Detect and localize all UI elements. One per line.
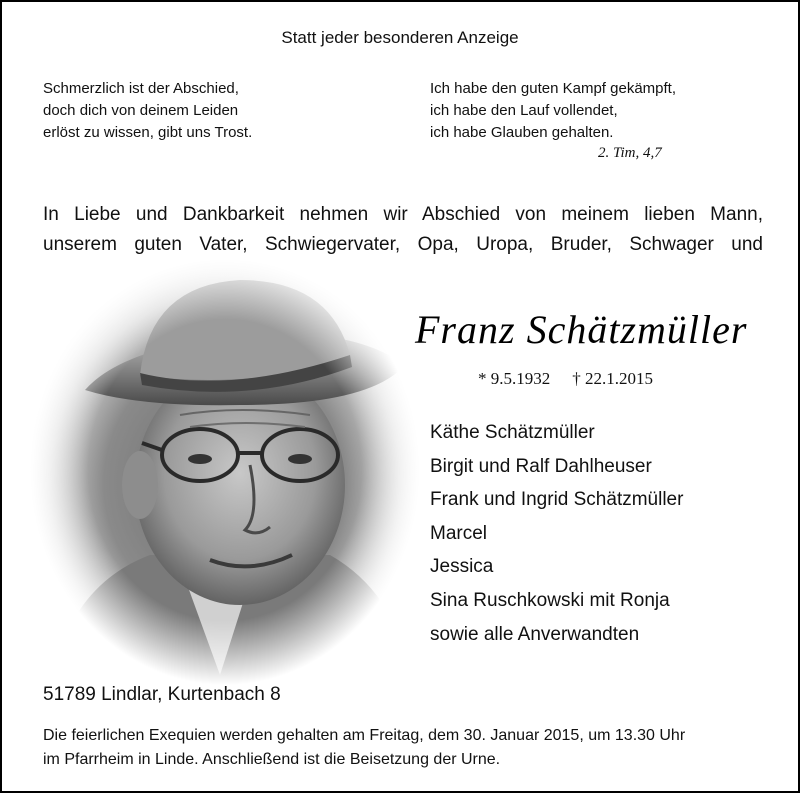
family-address: 51789 Lindlar, Kurtenbach 8 [43, 684, 281, 705]
mourner-entry: Marcel [430, 522, 488, 544]
birth-date: * 9.5.1932 [478, 369, 551, 388]
mourner-entry: Jessica [430, 556, 494, 578]
poem-left [43, 78, 252, 144]
poem-right-line: Ich habe den guten Kampf gekämpft, [430, 80, 676, 97]
poem-right [430, 78, 676, 144]
intro-line: In Liebe und Dankbarkeit nehmen wir Abschied von meinem lieben Mann, [43, 204, 763, 225]
service-details [43, 724, 685, 772]
mourner-entry: Käthe Schätzmüller [430, 422, 595, 443]
bible-citation: 2. Tim, 4,7 [598, 145, 662, 161]
poem-left-line: doch dich von deinem Leiden [43, 102, 239, 119]
mourner-entry: sowie alle Anverwandten [430, 623, 640, 645]
service-line: im Pfarrheim in Linde. Anschließend ist die Beisetzung der Urne. [43, 751, 501, 768]
life-dates [478, 369, 675, 389]
deceased-name: Franz Schätzmüller [415, 307, 748, 352]
poem-right-line: ich habe den Lauf vollendet, [430, 102, 618, 119]
poem-right-line: ich habe Glauben gehalten. [430, 124, 614, 141]
poem-left-line: erlöst zu wissen, gibt uns Trost. [43, 124, 253, 141]
notice-header: Statt jeder besonderen Anzeige [281, 28, 519, 47]
mourner-entry: Frank und Ingrid Schätzmüller [430, 489, 684, 511]
death-date: † 22.1.2015 [572, 369, 653, 388]
mourners-list [430, 416, 683, 651]
mourner-entry: Birgit und Ralf Dahlheuser [430, 455, 652, 477]
portrait-photo [30, 255, 420, 685]
service-line: Die feierlichen Exequien werden gehalten am Freitag, dem 30. Januar 2015, um 13.30 Uhr [43, 727, 686, 744]
poem-left-line: Schmerzlich ist der Abschied, [43, 80, 239, 97]
intro-line: unserem guten Vater, Schwiegervater, Opa, Uropa, Bruder, Schwager und [43, 234, 763, 255]
mourner-entry: Sina Ruschkowski mit Ronja [430, 589, 670, 611]
